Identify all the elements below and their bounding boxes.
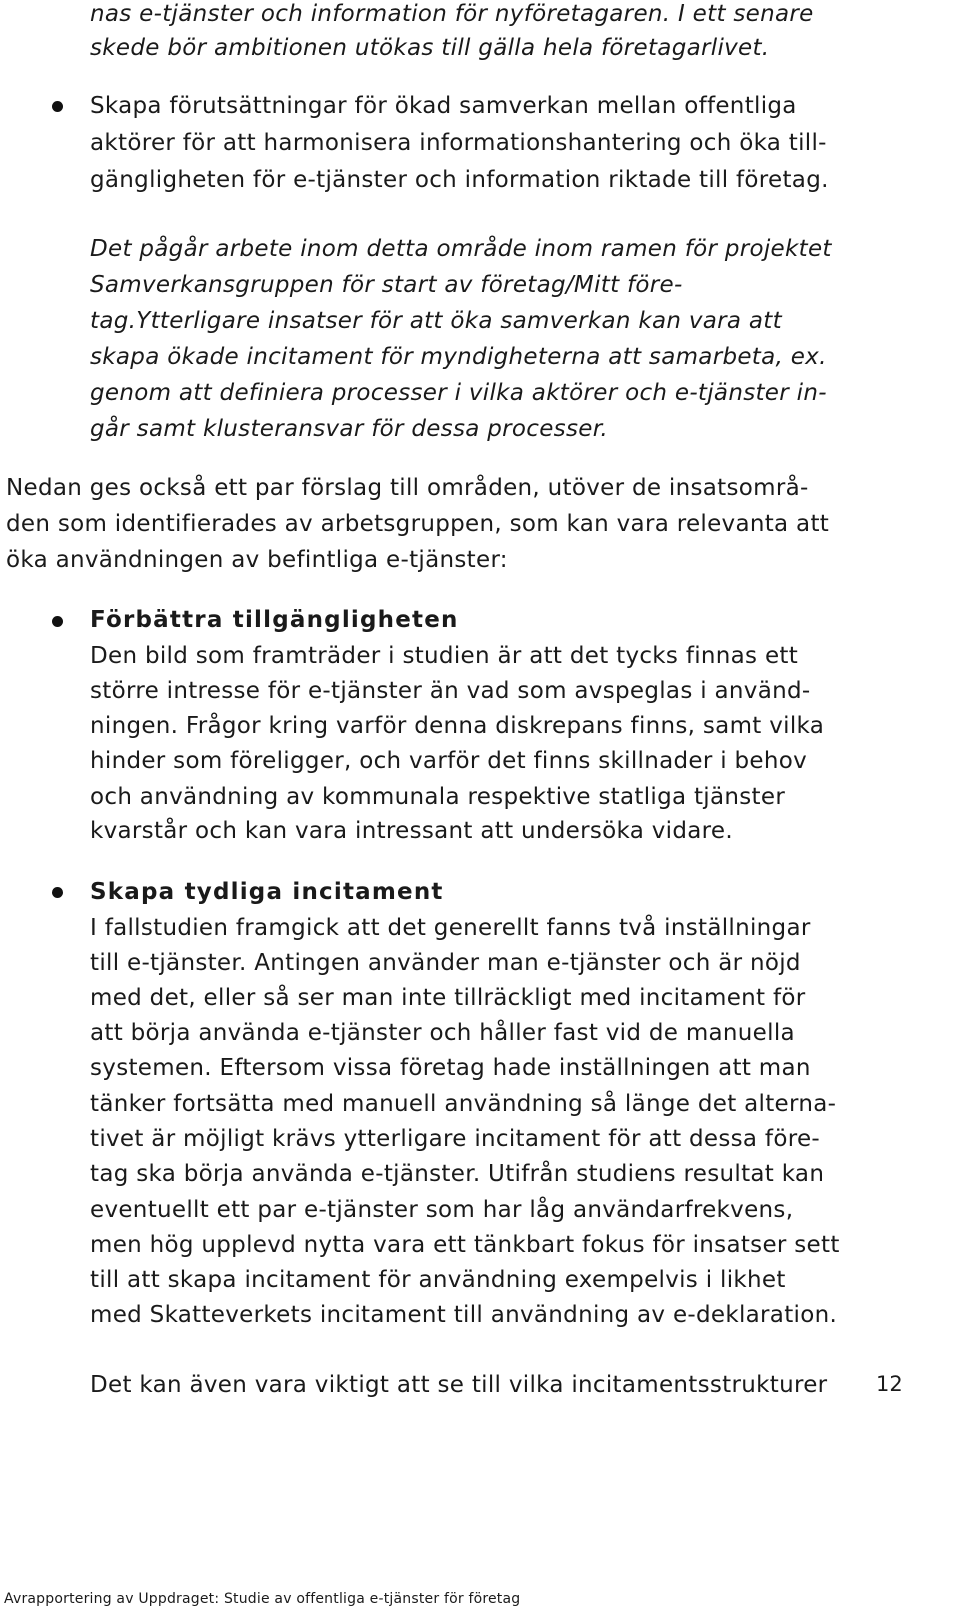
text-line: Det kan även vara viktigt att se till vilka incitamentsstrukturer — [90, 1372, 828, 1398]
text-line: till e-tjänster. Antingen använder man e-tjänster och är nöjd — [90, 950, 801, 976]
section-heading: Förbättra tillgängligheten — [90, 607, 459, 633]
text-line: tag.Ytterligare insatser för att öka samverkan kan vara att — [90, 308, 782, 334]
text-line: aktörer för att harmonisera informationshantering och öka till- — [90, 130, 827, 156]
text-line: Det pågår arbete inom detta område inom ramen för projektet — [90, 236, 832, 262]
text-line: I fallstudien framgick att det generellt fanns två inställningar — [90, 915, 811, 941]
text-line: till att skapa incitament för användning exempelvis i likhet — [90, 1267, 786, 1293]
text-line: att börja använda e-tjänster och håller fast vid de manuella — [90, 1020, 795, 1046]
text-line: eventuellt ett par e-tjänster som har låg användarfrekvens, — [90, 1197, 794, 1223]
text-line: gängligheten för e-tjänster och information riktade till företag. — [90, 167, 829, 193]
page-number: 12 — [876, 1372, 903, 1396]
text-line: systemen. Eftersom vissa företag hade inställningen att man — [90, 1055, 811, 1081]
text-line: större intresse för e-tjänster än vad som avspeglas i använd- — [90, 678, 811, 704]
text-line: tag ska börja använda e-tjänster. Utifrån studiens resultat kan — [90, 1161, 825, 1187]
text-line: öka användningen av befintliga e-tjänster: — [6, 547, 508, 573]
text-line: tivet är möjligt krävs ytterligare incitament för att dessa före- — [90, 1126, 820, 1152]
text-line: går samt klusteransvar för dessa processer. — [90, 416, 608, 442]
bullet-icon — [52, 101, 63, 112]
text-line: kvarstår och kan vara intressant att undersöka vidare. — [90, 818, 733, 844]
text-line: Samverkansgruppen för start av företag/Mitt före- — [90, 272, 683, 298]
text-line: Den bild som framträder i studien är att det tycks finnas ett — [90, 643, 799, 669]
text-line: den som identifierades av arbetsgruppen, som kan vara relevanta att — [6, 511, 830, 537]
text-line: skapa ökade incitament för myndigheterna att samarbeta, ex. — [90, 344, 827, 370]
bullet-icon — [52, 616, 63, 627]
text-line: och användning av kommunala respektive statliga tjänster — [90, 784, 786, 810]
text-line: Nedan ges också ett par förslag till områden, utöver de insatsområ- — [6, 475, 809, 501]
bullet-icon — [52, 887, 63, 898]
text-line: skede bör ambitionen utökas till gälla hela företagarlivet. — [90, 35, 770, 61]
text-line: tänker fortsätta med manuell användning så länge det alterna- — [90, 1091, 837, 1117]
page-footer: Avrapportering av Uppdraget: Studie av offentliga e-tjänster för företag — [4, 1591, 521, 1607]
text-line: med det, eller så ser man inte tillräckligt med incitament för — [90, 985, 806, 1011]
text-line: genom att definiera processer i vilka aktörer och e-tjänster in- — [90, 380, 827, 406]
text-line: nas e-tjänster och information för nyföretagaren. I ett senare — [90, 1, 814, 27]
text-line: Skapa förutsättningar för ökad samverkan mellan offentliga — [90, 93, 797, 119]
text-line: men hög upplevd nytta vara ett tänkbart fokus för insatser sett — [90, 1232, 840, 1258]
text-line: ningen. Frågor kring varför denna diskrepans finns, samt vilka — [90, 713, 825, 739]
section-heading: Skapa tydliga incitament — [90, 879, 444, 905]
text-line: med Skatteverkets incitament till användning av e-deklaration. — [90, 1302, 838, 1328]
text-line: hinder som föreligger, och varför det finns skillnader i behov — [90, 748, 807, 774]
